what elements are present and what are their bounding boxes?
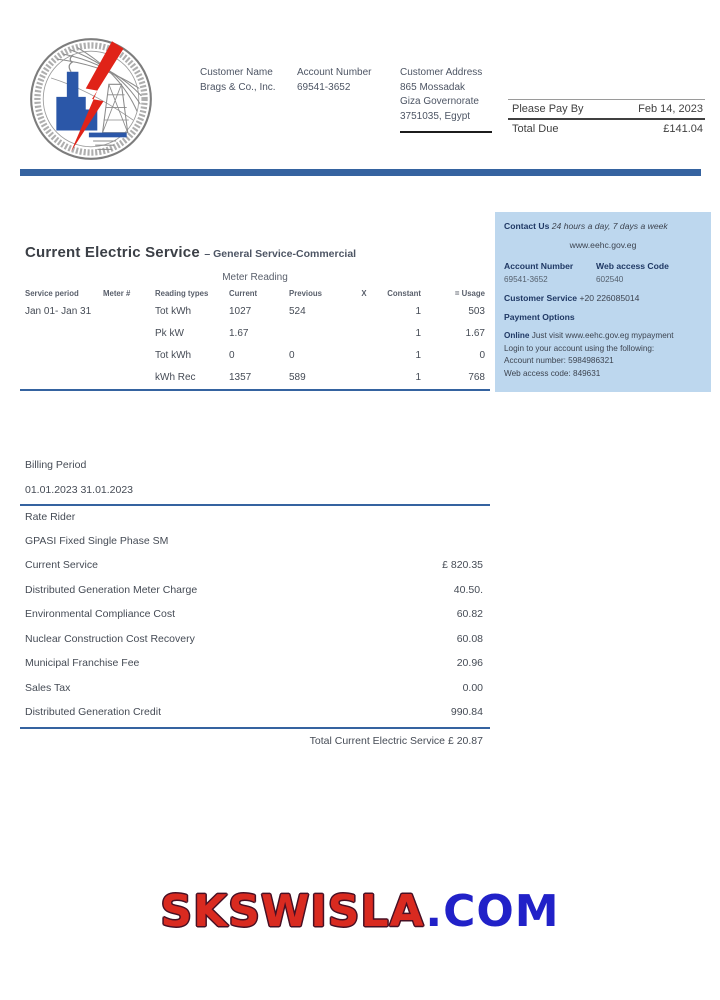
total-label: Total Current Electric Service <box>309 735 446 747</box>
total-due-row <box>508 120 705 138</box>
watermark-blue-text: .COM <box>425 886 560 937</box>
customer-name-block <box>200 66 294 95</box>
address-line-1: 865 Mossadak <box>400 81 466 93</box>
total-due-amount: £141.04 <box>663 123 703 135</box>
account-number-block <box>297 66 395 95</box>
box-account-number-label: Account Number <box>504 261 574 271</box>
meter-row-cell: 0 <box>479 350 485 361</box>
charge-amount: 60.82 <box>456 608 483 620</box>
meter-row-cell: 1 <box>415 372 421 383</box>
charges-list <box>25 559 483 731</box>
charge-label: Nuclear Construction Cost Recovery <box>25 632 195 645</box>
charge-amount: £ 820.35 <box>442 559 483 571</box>
meter-row-cell <box>351 350 377 372</box>
site-watermark <box>0 886 720 937</box>
meter-row-cell <box>25 328 103 350</box>
charge-label: Distributed Generation Credit <box>25 706 161 718</box>
charge-row <box>25 584 483 609</box>
account-number-label: Account Number <box>297 67 372 78</box>
charge-amount: 60.08 <box>456 632 483 645</box>
meter-reading-table <box>25 289 485 394</box>
pay-by-row <box>508 99 705 120</box>
meter-row-cell: Tot kWh <box>155 306 192 317</box>
contact-info-box <box>495 212 711 392</box>
customer-address-label: Customer Address <box>400 67 483 78</box>
meter-row-cell <box>103 328 155 350</box>
total-due-label: Total Due <box>512 123 559 135</box>
payment-summary-box <box>508 99 705 138</box>
meter-row-cell: 1027 <box>229 306 252 317</box>
col-header-previous: Previous <box>289 289 322 298</box>
box-account-number-value: 69541-3652 <box>504 275 548 284</box>
billing-period-value: 01.01.2023 31.01.2023 <box>25 484 134 496</box>
pay-by-label: Please Pay By <box>512 103 584 115</box>
payment-options-label: Payment Options <box>504 312 575 322</box>
col-header-constant: Constant <box>387 289 421 298</box>
online-payment-line <box>504 330 702 343</box>
charge-amount: 990.84 <box>450 706 483 718</box>
account-number-value: 69541-3652 <box>297 81 351 93</box>
meter-row-cell <box>351 306 377 328</box>
charge-amount: 0.00 <box>462 681 483 694</box>
rate-rider-label: Rate Rider <box>25 511 76 523</box>
meter-row-cell: Tot kWh <box>155 350 192 361</box>
charge-row <box>25 682 483 707</box>
account-webcode-labels <box>504 260 702 273</box>
meter-row-cell: 1 <box>415 350 421 361</box>
meter-row-cell: 503 <box>468 306 485 317</box>
charge-row <box>25 608 483 633</box>
meter-row-cell: Pk kW <box>155 328 184 339</box>
contact-us-line <box>504 220 702 233</box>
meter-row-cell <box>25 350 103 372</box>
charge-row <box>25 559 483 584</box>
contact-hours: 24 hours a day, 7 days a week <box>551 221 668 231</box>
power-company-emblem-icon <box>28 36 154 162</box>
charge-label: Municipal Franchise Fee <box>25 657 140 669</box>
web-access-code-value: 602540 <box>596 275 624 284</box>
meter-row-cell <box>103 306 155 328</box>
section-title <box>25 244 356 262</box>
meter-row-cell: 589 <box>289 372 306 383</box>
col-header-service-period: Service period <box>25 289 79 298</box>
meter-row-cell: 1.67 <box>465 328 485 339</box>
col-header-current: Current <box>229 289 258 298</box>
charge-label: Distributed Generation Meter Charge <box>25 583 198 596</box>
utility-company-logo <box>28 36 154 162</box>
meter-row-cell: 0 <box>229 350 235 361</box>
address-underline-rule <box>400 131 492 133</box>
meter-row-cell <box>289 328 351 350</box>
address-line-3: 3751035, Egypt <box>400 110 471 122</box>
total-current-electric-service <box>25 735 483 747</box>
online-text: Just visit www.eehc.gov.eg mypayment <box>531 331 674 340</box>
meter-row-cell: 524 <box>289 306 306 317</box>
meter-row-cell <box>103 350 155 372</box>
billing-period-label: Billing Period <box>25 459 87 471</box>
meter-table-divider <box>20 389 490 391</box>
charge-label: Current Service <box>25 559 98 571</box>
meter-row-cell: 1 <box>415 328 421 339</box>
meter-row-cell: 1 <box>415 306 421 317</box>
total-amount: £ 20.87 <box>447 735 483 747</box>
login-web-access-code: Web access code: 849631 <box>504 368 601 378</box>
customer-service-label: Customer Service <box>504 293 578 303</box>
col-header-reading-types: Reading types <box>155 289 209 298</box>
charge-label: Sales Tax <box>25 681 71 694</box>
charge-label: Environmental Compliance Cost <box>25 608 175 620</box>
customer-name-value: Brags & Co., Inc. <box>200 81 276 93</box>
meter-row-cell: 1.67 <box>229 328 249 339</box>
website-link: www.eehc.gov.eg <box>569 240 637 250</box>
customer-service-line <box>504 292 702 305</box>
charges-divider <box>20 727 490 729</box>
charge-row <box>25 657 483 682</box>
charge-amount: 40.50. <box>453 583 483 596</box>
header-divider-bar <box>20 169 701 176</box>
contact-us-label: Contact Us <box>504 221 550 231</box>
meter-row-cell: kWh Rec <box>155 372 196 383</box>
watermark-red-text: SKSWISLA <box>160 886 426 937</box>
customer-service-phone: +20 226085014 <box>579 293 640 303</box>
col-header-usage: = Usage <box>454 289 485 298</box>
charge-row <box>25 633 483 658</box>
meter-row-cell <box>351 328 377 350</box>
meter-row-cell: 768 <box>468 372 485 383</box>
web-access-code-label: Web access Code <box>596 261 669 271</box>
meter-row-cell: 0 <box>289 350 295 361</box>
account-webcode-values <box>504 273 702 286</box>
meter-row-cell: Jan 01- Jan 31 <box>25 306 92 317</box>
charge-amount: 20.96 <box>456 657 483 669</box>
login-instruction: Login to your account using the following: <box>504 343 655 353</box>
col-header-meter: Meter # <box>103 289 131 298</box>
customer-address-block <box>400 66 494 124</box>
current-electric-service-title: Current Electric Service <box>25 244 200 261</box>
billing-divider <box>20 504 490 506</box>
service-class-suffix: – General Service-Commercial <box>204 248 357 260</box>
col-header-x: X <box>361 289 367 298</box>
meter-reading-label: Meter Reading <box>222 272 288 283</box>
rate-plan-value: GPASI Fixed Single Phase SM <box>25 535 169 547</box>
meter-row-cell: 1357 <box>229 372 252 383</box>
online-label: Online <box>504 331 530 340</box>
login-account-number: Account number: 5984986321 <box>504 356 614 365</box>
pay-by-date: Feb 14, 2023 <box>638 103 703 115</box>
customer-name-label: Customer Name <box>200 67 273 78</box>
address-line-2: Giza Governorate <box>400 96 479 107</box>
